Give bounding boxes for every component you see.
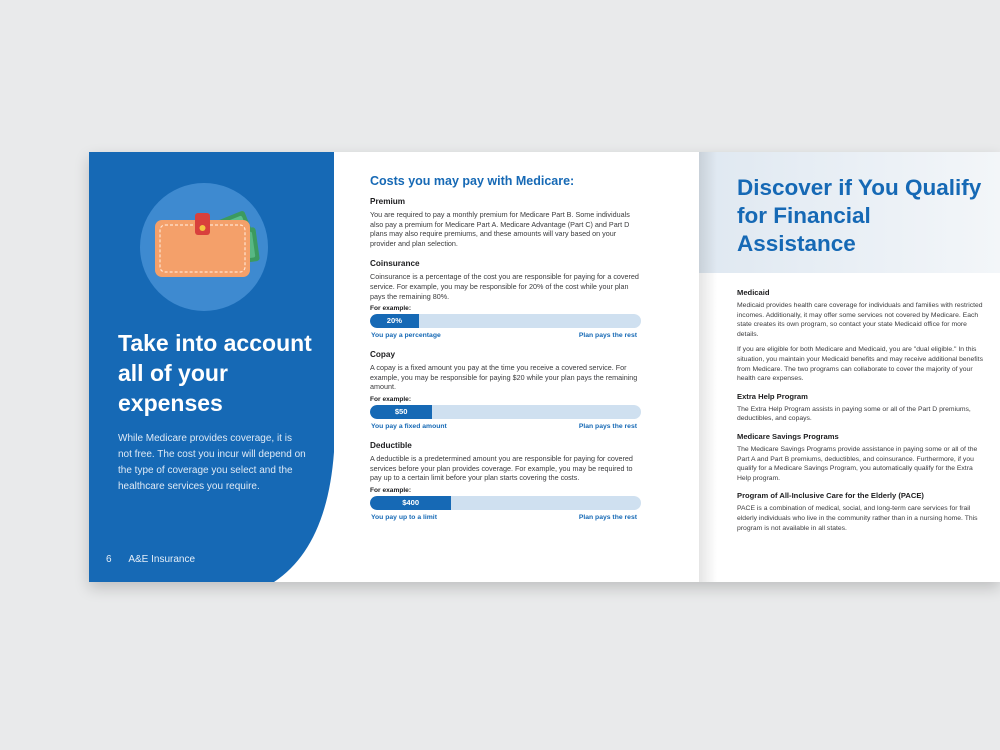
- pace-section: [737, 491, 987, 533]
- section-body: A deductible is a predetermined amount you are responsible for paying for covered services before your plan provides coverage. For example, you may be required to pay up to a certain limit before your plan starts covering the costs.: [370, 453, 633, 483]
- plan-pays-label: Plan pays the rest: [578, 422, 637, 430]
- copay-section: [370, 350, 642, 430]
- page-gutter-shadow: [699, 152, 717, 582]
- section-body: Coinsurance is a percentage of the cost you are responsible for paying for a covered service. For example, you may be responsible for 20% of the cost while your plan pays the remaining 80%.: [370, 272, 639, 301]
- example-label: For example:: [370, 395, 412, 403]
- you-pay-label: You pay up to a limit: [371, 513, 437, 521]
- medicaid-section: [737, 288, 987, 384]
- costs-page: [334, 152, 699, 582]
- page-number: 6: [106, 554, 112, 565]
- section-heading: Medicaid: [737, 288, 770, 297]
- plan-pays-label: Plan pays the rest: [578, 513, 637, 521]
- deductible-section: [370, 441, 642, 521]
- bar-labels: [370, 332, 638, 339]
- extra-help-section: [737, 392, 987, 424]
- section-heading: Deductible: [370, 440, 412, 450]
- section-paragraph: Medicaid provides health care coverage for individuals and families with restricted incomes. Additionally, it may offer some services not covered by Medicare. Each state creates its own program, so contact your state Medicaid office for more details.: [737, 302, 983, 338]
- right-page-title: Discover if You Qualify for Financial Assistance: [737, 175, 982, 256]
- left-panel-title: Take into account all of your expenses: [118, 330, 312, 416]
- section-heading: Medicare Savings Programs: [737, 431, 839, 441]
- example-label: For example:: [370, 305, 412, 313]
- brand-name: A&E Insurance: [128, 554, 196, 565]
- section-heading: Extra Help Program: [737, 391, 808, 401]
- costs-title: Costs you may pay with Medicare:: [370, 174, 575, 188]
- you-pay-label: You pay a percentage: [371, 332, 441, 340]
- section-heading: Premium: [370, 197, 406, 206]
- financial-assistance-page: [699, 152, 1000, 582]
- section-body: A copay is a fixed amount you pay at the time you receive a covered service. For example, you may be responsible for paying $20 while your plan pays the remaining amount.: [370, 363, 638, 392]
- section-paragraph: PACE is a combination of medical, social, and long-term care services for frail elderly individuals who live in the community rather than in a nursing home. This program is not available in all states.: [737, 505, 978, 532]
- section-heading: Coinsurance: [370, 259, 420, 269]
- bar-labels: [370, 423, 638, 430]
- bar-fill: 20%: [370, 314, 419, 328]
- you-pay-label: You pay a fixed amount: [371, 422, 447, 430]
- wallet-with-cash-icon: [140, 183, 268, 311]
- example-label: For example:: [370, 486, 412, 494]
- section-heading: Program of All-Inclusive Care for the Elderly (PACE): [737, 491, 924, 501]
- left-panel-body: While Medicare provides coverage, it is not free. The cost you incur will depend on the type of coverage you select and the healthcare services you require.: [118, 433, 306, 492]
- left-panel: [89, 152, 334, 582]
- savings-programs-section: [737, 432, 987, 483]
- section-paragraph: If you are eligible for both Medicare and Medicaid, you are "dual eligible." In this situation, you maintain your Medicaid benefits and may receive additional benefits from Medicare. The two programs can collaborate to cover the majority of your health care expenses.: [737, 346, 983, 383]
- premium-section: [370, 197, 642, 248]
- section-heading: Copay: [370, 350, 396, 360]
- bar-labels: [370, 514, 638, 521]
- coinsurance-bar: [370, 314, 641, 328]
- page-footer: [106, 554, 195, 565]
- section-paragraph: The Extra Help Program assists in paying some or all of the Part D premiums, deductibles, and copays.: [737, 405, 971, 423]
- coinsurance-section: [370, 259, 642, 339]
- section-body: You are required to pay a monthly premium for Medicare Part B. Some individuals also pay a premium for Medicare Part A. Medicare Advantage (Part C) and Part D plans may also require premiums, and these amounts will vary based on your provider and plan selection.: [370, 210, 630, 248]
- bar-fill: $50: [370, 405, 432, 419]
- section-paragraph: The Medicare Savings Programs provide assistance in paying some or all of the Part A and Part B premiums, deductibles, and coinsurance. Furthermore, if you qualify for a Medicare Savings Program, you automatically qualify for the Extra Help program.: [737, 445, 978, 482]
- copay-bar: [370, 405, 641, 419]
- bar-fill: $400: [370, 496, 451, 510]
- brochure-spread: [89, 152, 1000, 582]
- plan-pays-label: Plan pays the rest: [578, 332, 637, 340]
- deductible-bar: [370, 496, 641, 510]
